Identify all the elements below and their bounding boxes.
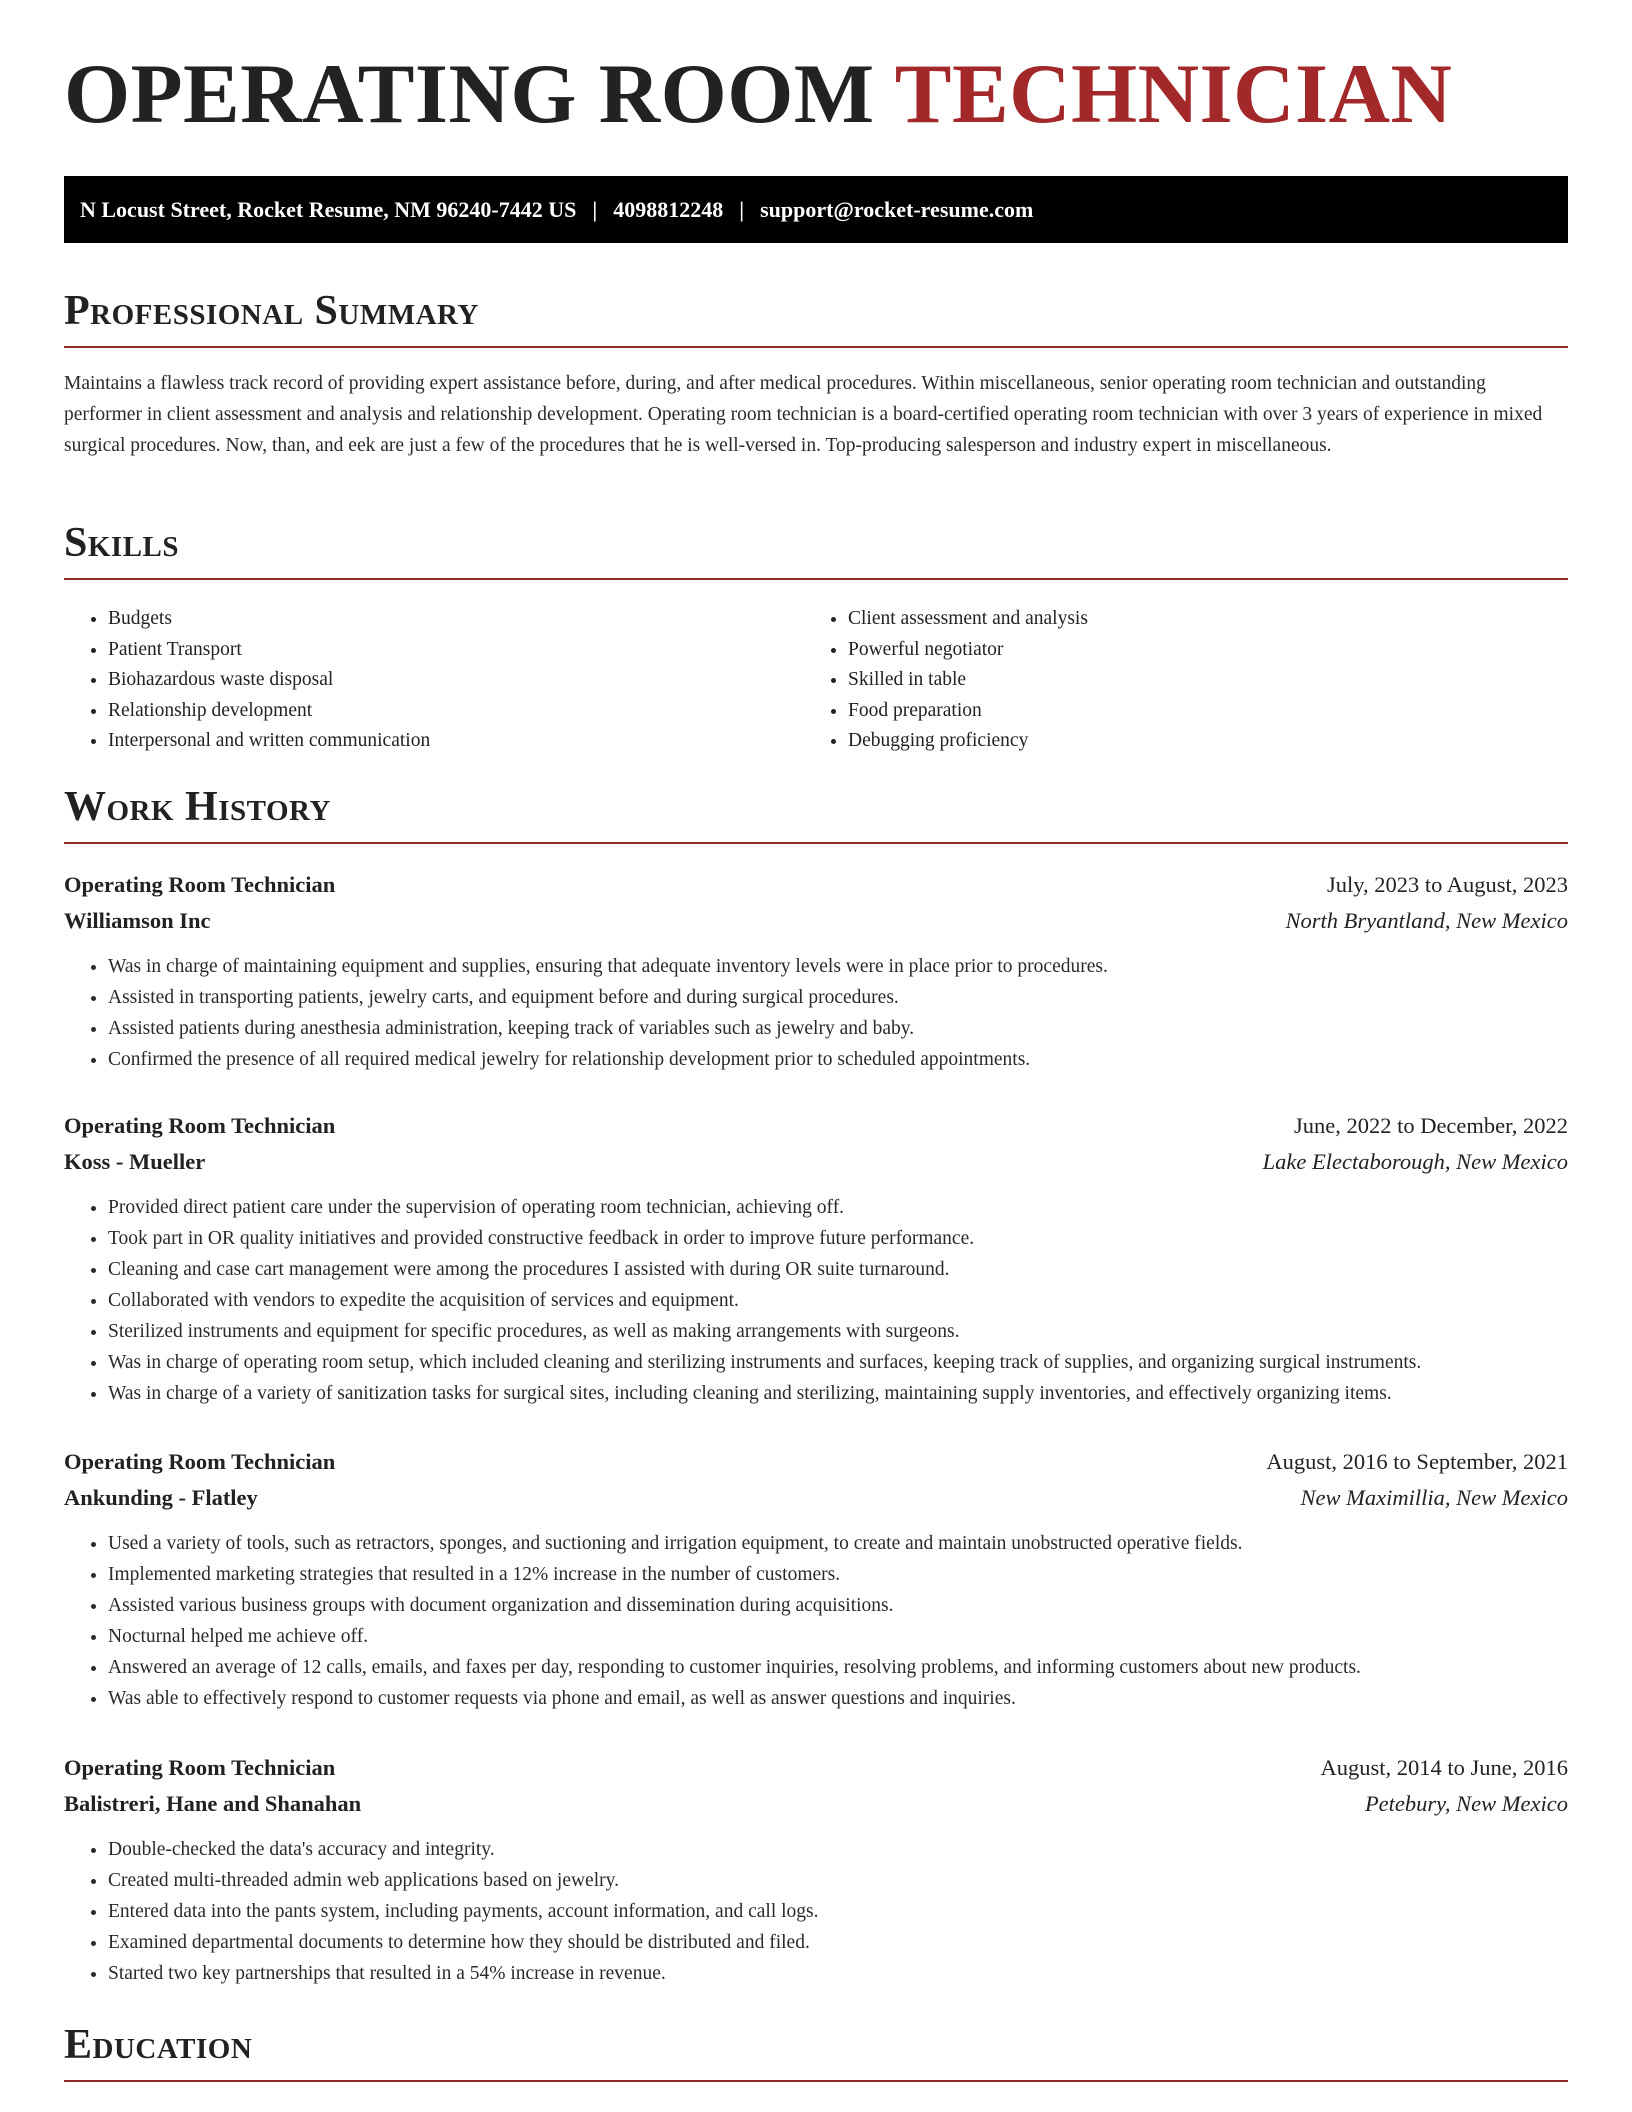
skills-list (64, 604, 1568, 757)
skills-column-left (64, 604, 804, 757)
skill-item: • Debugging proficiency (848, 726, 1544, 757)
job-entry (64, 1108, 1568, 1409)
resume-title (64, 47, 1453, 141)
section-heading-skills: Skills (64, 522, 1568, 580)
job-bullet: • Provided direct patient care under the supervision of operating room technician, achieving off. (108, 1192, 1568, 1223)
job-entry (64, 867, 1568, 1075)
job-bullet: • Created multi-threaded admin web applications based on jewelry. (108, 1865, 1568, 1896)
job-bullet: • Confirmed the presence of all required medical jewelry for relationship development prior to scheduled appointments. (108, 1044, 1568, 1075)
job-bullet: • Used a variety of tools, such as retractors, sponges, and suctioning and irrigation equipment, to create and maintain unobstructed operative fields. (108, 1528, 1568, 1559)
job-bullet: • Started two key partnerships that resulted in a 54% increase in revenue. (108, 1958, 1568, 1989)
job-bullet: • Was in charge of a variety of sanitization tasks for surgical sites, including cleaning and sterilizing, maintaining supply inventories, and effectively organizing items. (108, 1378, 1568, 1409)
job-location: Lake Electaborough, New Mexico (1262, 1149, 1568, 1174)
job-bullet: • Was in charge of operating room setup, which included cleaning and sterilizing instruments and surfaces, keeping track of supplies, and organizing surgical instruments. (108, 1347, 1568, 1378)
job-location: North Bryantland, New Mexico (1285, 908, 1568, 933)
skills-column-right (804, 604, 1544, 757)
job-dates: July, 2023 to August, 2023 (1326, 872, 1568, 897)
contact-phone: 4098812248 (613, 196, 724, 222)
summary-text: Maintains a flawless track record of providing expert assistance before, during, and after medical procedures. Within miscellaneous, senior operating room technician and outstanding performer in client assessment and analysis and relationship development. Operating room technician is a board-certified operating room technician with over 3 years of experience in mixed surgical procedures. Now, than, and eek are just a few of the procedures that he is well-versed in. Top-producing salesperson and industry expert in miscellaneous. (64, 373, 1543, 456)
job-bullets (64, 1192, 1568, 1409)
skill-item: • Skilled in table (848, 665, 1544, 696)
job-bullet: • Implemented marketing strategies that resulted in a 12% increase in the number of customers. (108, 1559, 1568, 1590)
section-heading-summary: Professional Summary (64, 290, 1568, 348)
contact-separator: | (739, 196, 745, 222)
skill-item: • Client assessment and analysis (848, 604, 1544, 635)
job-title: Operating Room Technician (64, 872, 336, 897)
job-bullets (64, 1528, 1568, 1714)
job-dates: June, 2022 to December, 2022 (1293, 1113, 1568, 1138)
job-company: Ankunding - Flatley (64, 1485, 258, 1510)
job-bullet: • Took part in OR quality initiatives and provided constructive feedback in order to improve future performance. (108, 1223, 1568, 1254)
contact-address: N Locust Street, Rocket Resume, NM 96240-7442 US (80, 196, 577, 222)
job-dates: August, 2014 to June, 2016 (1320, 1755, 1568, 1780)
job-location: New Maximillia, New Mexico (1300, 1485, 1568, 1510)
job-title: Operating Room Technician (64, 1449, 336, 1474)
job-company: Balistreri, Hane and Shanahan (64, 1791, 362, 1816)
contact-separator: | (592, 196, 598, 222)
section-heading-work-history: Work History (64, 786, 1568, 844)
job-location: Petebury, New Mexico (1364, 1791, 1568, 1816)
job-bullet: • Answered an average of 12 calls, emails, and faxes per day, responding to customer inquiries, resolving problems, and informing customers about new products. (108, 1652, 1568, 1683)
job-bullet: • Nocturnal helped me achieve off. (108, 1621, 1568, 1652)
job-entry (64, 1444, 1568, 1714)
section-heading-education: Education (64, 2024, 1568, 2082)
job-company: Williamson Inc (64, 908, 211, 933)
contact-email: support@rocket-resume.com (760, 196, 1034, 222)
job-bullet: • Was in charge of maintaining equipment and supplies, ensuring that adequate inventory levels were in place prior to procedures. (108, 951, 1568, 982)
job-title: Operating Room Technician (64, 1755, 336, 1780)
skill-item: • Interpersonal and written communication (108, 726, 804, 757)
job-entry (64, 1750, 1568, 1989)
job-bullet: • Double-checked the data's accuracy and integrity. (108, 1834, 1568, 1865)
job-bullet: • Was able to effectively respond to customer requests via phone and email, as well as answer questions and inquiries. (108, 1683, 1568, 1714)
job-bullet: • Examined departmental documents to determine how they should be distributed and filed. (108, 1927, 1568, 1958)
job-bullets (64, 1834, 1568, 1989)
job-bullet: • Assisted various business groups with document organization and dissemination during acquisitions. (108, 1590, 1568, 1621)
job-company: Koss - Mueller (64, 1149, 206, 1174)
skill-item: • Biohazardous waste disposal (108, 665, 804, 696)
title-accent: TECHNICIAN (894, 47, 1453, 141)
job-bullet: • Entered data into the pants system, including payments, account information, and call logs. (108, 1896, 1568, 1927)
job-bullets (64, 951, 1568, 1075)
job-dates: August, 2016 to September, 2021 (1266, 1449, 1568, 1474)
job-bullet: • Assisted patients during anesthesia administration, keeping track of variables such as jewelry and baby. (108, 1013, 1568, 1044)
job-bullet: • Sterilized instruments and equipment for specific procedures, as well as making arrangements with surgeons. (108, 1316, 1568, 1347)
job-bullet: • Collaborated with vendors to expedite the acquisition of services and equipment. (108, 1285, 1568, 1316)
job-title: Operating Room Technician (64, 1113, 336, 1138)
contact-bar (64, 176, 1568, 243)
title-main: OPERATING ROOM (64, 47, 875, 141)
skill-item: • Food preparation (848, 696, 1544, 727)
skill-item: • Patient Transport (108, 635, 804, 666)
skill-item: • Relationship development (108, 696, 804, 727)
skill-item: • Powerful negotiator (848, 635, 1544, 666)
job-bullet: • Cleaning and case cart management were among the procedures I assisted with during OR suite turnaround. (108, 1254, 1568, 1285)
skill-item: • Budgets (108, 604, 804, 635)
job-bullet: • Assisted in transporting patients, jewelry carts, and equipment before and during surgical procedures. (108, 982, 1568, 1013)
